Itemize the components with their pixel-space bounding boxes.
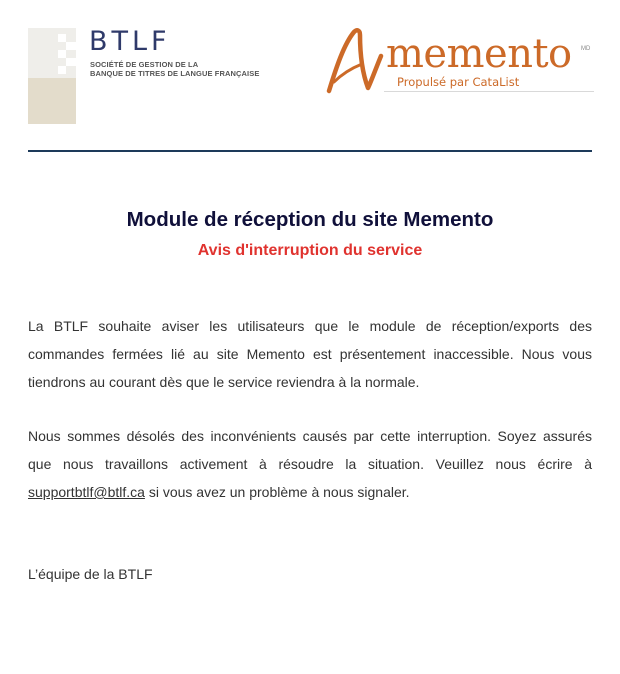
btlf-logo-mark <box>28 28 76 124</box>
memento-underline <box>384 91 594 92</box>
memento-wordmark: memento <box>386 31 572 77</box>
support-email-link[interactable]: supportbtlf@btlf.ca <box>28 484 145 500</box>
btlf-logo <box>28 28 278 124</box>
signature: L’équipe de la BTLF <box>28 566 153 582</box>
memento-m-icon <box>326 28 388 94</box>
memento-tagline: Propulsé par CataList <box>397 75 520 89</box>
btlf-name: BTLF <box>89 26 171 57</box>
header-divider <box>28 150 592 152</box>
page-title: Module de réception du site Memento <box>126 208 494 231</box>
memento-trademark: MD <box>581 46 591 52</box>
notice-paragraph-2 <box>28 422 592 506</box>
notice-paragraph-1: La BTLF souhaite aviser les utilisateurs que le module de réception/exports des commandes fermées lié au site Memento est présentement inaccessible. Nous vous tiendrons au courant dès que le service reviendra à la normale. <box>28 318 592 390</box>
btlf-subtitle-line1: SOCIÉTÉ DE GESTION DE LA <box>90 60 199 69</box>
page-subtitle: Avis d'interruption du service <box>197 242 423 259</box>
paragraph-2-text: Nous sommes désolés des inconvénients causés par cette interruption. Soyez assurés que nous travaillons activement à résoudre la situation. Veuillez nous écrire à <box>28 428 592 472</box>
btlf-subtitle-line2: BANQUE DE TITRES DE LANGUE FRANÇAISE <box>90 69 260 78</box>
memento-logo <box>326 28 594 94</box>
paragraph-2-tail: si vous avez un problème à nous signaler. <box>144 484 410 500</box>
btlf-subtitle <box>90 60 259 78</box>
